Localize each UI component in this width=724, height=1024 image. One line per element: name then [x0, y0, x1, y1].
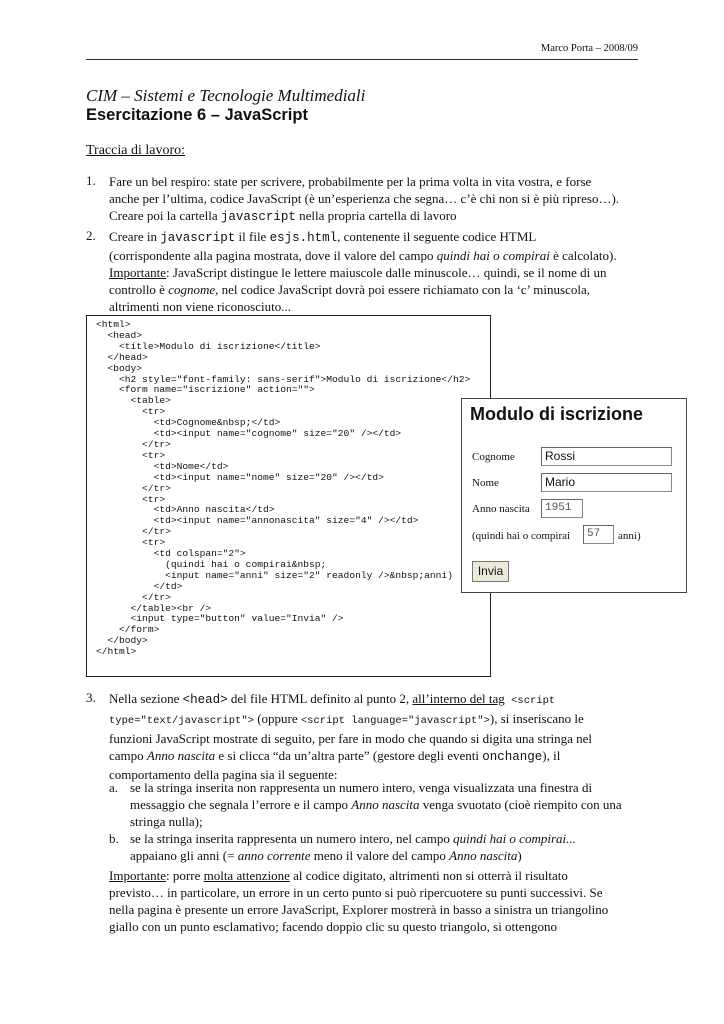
- sub-a-line: se la stringa inserita non rappresenta un numero intero, venga visualizzata una finestra di: [130, 780, 593, 795]
- item-3-number: 3.: [86, 690, 96, 705]
- item-1: [109, 173, 649, 226]
- cognome-label: Cognome: [472, 451, 515, 463]
- item-3-line: funzioni JavaScript mostrate di seguito, per fare in modo che quando si digita una stringa nel: [109, 731, 593, 746]
- item-3: [109, 690, 654, 783]
- item-2-number: 2.: [86, 228, 96, 243]
- nome-label: Nome: [472, 477, 499, 489]
- anni-prefix-label: (quindi hai o compirai: [472, 530, 571, 542]
- form-preview: [461, 398, 687, 593]
- anno-nascita-input[interactable]: 1951: [541, 499, 583, 518]
- code-text: <html> <head> <title>Modulo di iscrizione</title> </head> <body> <h2 style="font-family: sans-serif">Modulo di iscrizione</h2> <form name="iscrizione" action=""> <table> <tr> <td>Cognome&nbsp;</td> <td><input name="cognome" size="20" /></td> </tr> <tr> <td>Nome</td> <td><input name="nome" size="20" /></td> </tr> <tr> <td>Anno nascita</td> <td><input name="annonascita" size="4" /></td> </tr> <tr> <td colspan="2"> (quindi hai o compirai&nbsp; <input name="anni" size="2" readonly />&nbsp;anni) </td> </tr> </table><br /> <input type="button" value="Invia" /> </form> </body> </html>: [96, 319, 471, 658]
- form-title: Modulo di iscrizione: [470, 404, 644, 424]
- sub-a-letter: a.: [109, 780, 119, 795]
- header-divider: [86, 59, 638, 60]
- section-heading: Traccia di lavoro:: [86, 143, 186, 158]
- item-2-line: altrimenti non viene riconosciuto...: [109, 299, 291, 314]
- nome-input[interactable]: Mario: [541, 473, 672, 492]
- anni-input[interactable]: 57: [583, 525, 614, 544]
- item-2-line: Creare in javascript il file esjs.html, contenente il seguente codice HTML: [109, 229, 537, 245]
- sub-b-line: appaiano gli anni (= anno corrente meno il valore del campo Anno nascita): [130, 848, 522, 863]
- item-1-number: 1.: [86, 173, 96, 188]
- sub-a-line: messaggio che segnala l’errore e il campo Anno nascita venga svuotato (cioè riempito con una: [130, 797, 622, 812]
- html-code-listing: [86, 315, 491, 677]
- final-line: Importante: porre molta attenzione al codice digitato, altrimenti non si otterrà il risultato: [109, 868, 568, 883]
- item-1-line: anche per l’ultima, codice JavaScript (è un’esperienza che segna… c’è chi non si è più ripreso…).: [109, 191, 620, 206]
- item-3-line: campo Anno nascita e si clicca “da un’altra parte” (gestore degli eventi onchange), il: [109, 748, 561, 764]
- item-2: [109, 228, 649, 315]
- final-line: nella pagina è presente un errore JavaScript, Explorer mostrerà in basso a sinistra un triangolino: [109, 902, 609, 917]
- sub-item-a: [130, 779, 650, 830]
- item-3-line: comportamento della pagina sia il seguente:: [109, 767, 338, 782]
- exercise-title: Esercitazione 6 – JavaScript: [86, 106, 308, 124]
- final-note: [109, 867, 654, 935]
- item-2-line: controllo è cognome, nel codice JavaScript dovrà poi essere richiamato con la ‘c’ minuscola,: [109, 282, 590, 297]
- item-1-line: Fare un bel respiro: state per scrivere, probabilmente per la prima volta in vita vostra, e forse: [109, 174, 592, 189]
- final-line: giallo con un punto esclamativo; facendo doppio clic su questo triangolo, si ottengono: [109, 919, 558, 934]
- sub-a-line: stringa nulla);: [130, 814, 203, 829]
- item-2-line: (corrispondente alla pagina mostrata, dove il valore del campo quindi hai o compirai è calcolato).: [109, 248, 617, 263]
- item-1-line: Creare poi la cartella javascript nella propria cartella di lavoro: [109, 208, 457, 224]
- sub-b-letter: b.: [109, 831, 119, 846]
- sub-b-line: se la stringa inserita rappresenta un numero intero, nel campo quindi hai o compirai...: [130, 831, 576, 846]
- final-line: previsto… in particolare, un errore in un certo punto si può ripercuotere su punti successivi. Se: [109, 885, 603, 900]
- item-2-line: Importante: JavaScript distingue le lettere maiuscole dalle minuscole… quindi, se il nome di un: [109, 265, 607, 280]
- anno-nascita-label: Anno nascita: [472, 503, 530, 515]
- sub-item-b: [130, 830, 650, 864]
- course-title: CIM – Sistemi e Tecnologie Multimediali: [86, 86, 366, 105]
- item-3-line: Nella sezione <head> del file HTML definito al punto 2, all’interno del tag <script: [109, 691, 556, 707]
- anni-suffix-label: anni): [618, 530, 641, 542]
- page-header-author: Marco Porta – 2008/09: [540, 43, 638, 54]
- cognome-input[interactable]: Rossi: [541, 447, 672, 466]
- item-3-line: type="text/javascript"> (oppure <script language="javascript">), si inseriscano le: [109, 711, 584, 727]
- invia-button[interactable]: Invia: [472, 561, 509, 582]
